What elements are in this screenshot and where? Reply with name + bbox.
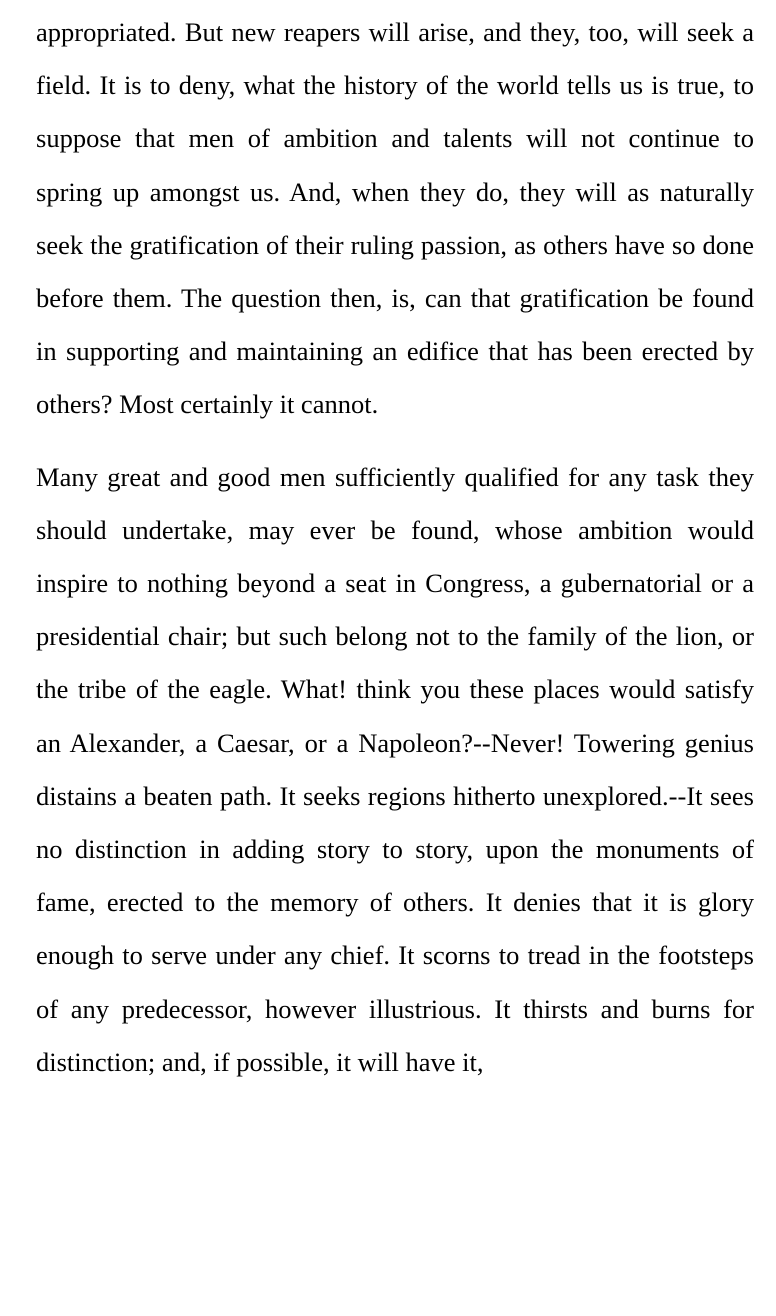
paragraph: appropriated. But new reapers will arise, and they, too, will seek a field. It is to deny, what the history of the world tells us is true, to suppose that men of ambition and talents will not continue to spring up amongst us. And, when they do, they will as naturally seek the gratification of their ruling passion, as others have so done before them. The question then, is, can that gratification be found in supporting and maintaining an edifice that has been erected by others? Most certainly it cannot. [36,17,754,420]
reader-page [36,6,754,1089]
paragraph: Many great and good men sufficiently qualified for any task they should undertake, may ever be found, whose ambition would inspire to nothing beyond a seat in Congress, a gubernatorial or a presidential chair; but such belong not to the family of the lion, or the tribe of the eagle. What! think you these places would satisfy an Alexander, a Caesar, or a Napoleon?--Never! Towering genius distains a beaten path. It seeks regions hitherto unexplored.--It sees no distinction in adding story to story, upon the monuments of fame, erected to the memory of others. It denies that it is glory enough to serve under any chief. It scorns to tread in the footsteps of any predecessor, however illustrious. It thirsts and burns for distinction; and, if possible, it will have it, [36,461,754,1077]
